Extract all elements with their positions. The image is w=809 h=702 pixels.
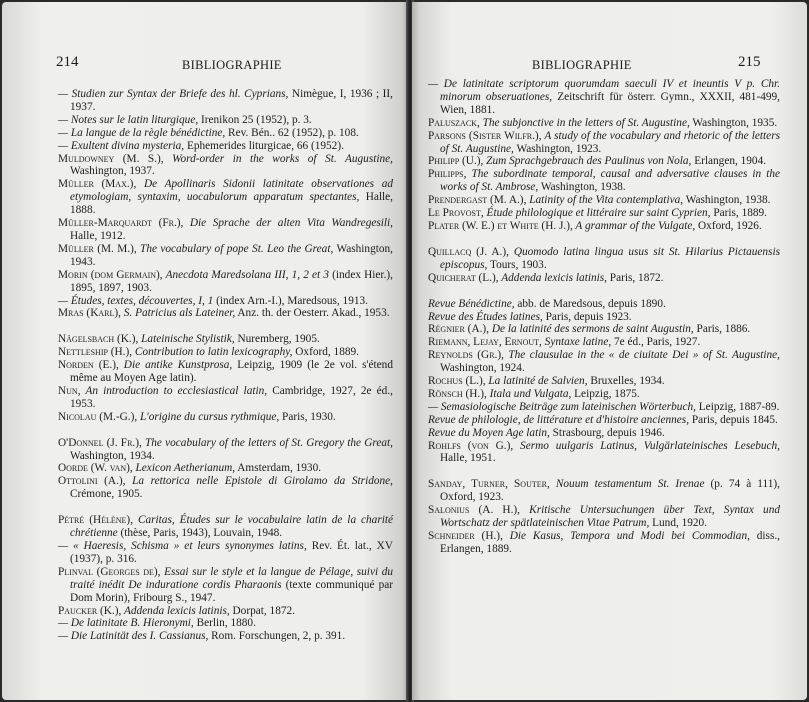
entry-title: Essai sur le style et la langue de Pélage, suivi du traité inédit De induratione cordis Pharaonis: [70, 565, 393, 591]
entry-author: Paluszack,: [428, 116, 480, 129]
bibliography-entry: [58, 307, 393, 320]
bibliography-entry: [58, 617, 393, 630]
bibliography-entry: [58, 127, 393, 140]
entry-publication: Cambridge, 1927, 2e éd., 1953.: [70, 384, 393, 410]
entry-publication: Washington, 1938.: [683, 194, 771, 207]
entry-author: Prendergast (M. A.),: [428, 194, 527, 207]
entry-title: — Semasiologische Beiträge zum lateinischen Wörterbuch,: [428, 400, 696, 413]
right-page: [412, 2, 807, 700]
entry-publication: Washington, 1938.: [538, 181, 626, 194]
entry-publication: (texte communiqué par Dom Morin), Fribourg S., 1947.: [70, 578, 393, 604]
bibliography-entry: [428, 349, 780, 375]
entry-title: Itala und Vulgata,: [486, 387, 572, 400]
bibliography-entry: [58, 114, 393, 127]
entry-author: Nun,: [58, 384, 81, 397]
entry-author: Rönsch (H.),: [428, 387, 487, 400]
entry-author: Quicherat (L.),: [428, 271, 499, 284]
bibliography-entry: [58, 411, 393, 424]
entry-author: Nägelsbach (K.),: [58, 333, 139, 346]
entry-title: The vocabulary of the letters of St. Gregory the Great,: [141, 436, 393, 449]
entry-title: — « Haeresis, Schisma » et leurs synonymes latins,: [58, 540, 307, 552]
entry-publication: Paris, 1872.: [606, 271, 664, 284]
entry-publication: Zeitschrift für österr. Gymn., XXXII, 481-499, Wien, 1881.: [440, 90, 780, 116]
bibliography-entry: [428, 388, 780, 401]
entry-publication: Rom. Forschungen, 2, p. 391.: [208, 630, 346, 643]
entry-author: Norden (E.),: [58, 359, 119, 372]
entry-title: Die antike Kunstprosa,: [118, 359, 233, 372]
entry-publication: Leipzig, 1887-89.: [695, 400, 780, 413]
entry-title: De Apollinaris Sidonii latinitate observationes ad etymologiam, syntaxim, uocabulorum apparatum spectantes,: [70, 178, 394, 204]
section-gap: [428, 285, 780, 298]
entry-author: Rohlfs (von G.),: [428, 439, 514, 452]
entry-title: Nouum testamentum St. Irenae: [549, 478, 705, 491]
bibliography-entry: [58, 243, 393, 269]
bibliography-entry: [428, 246, 780, 272]
entry-author: Philipp (U.),: [428, 155, 484, 168]
entry-author: Rochus (L.),: [428, 375, 486, 388]
bibliography-entry: [58, 88, 393, 114]
bibliography-entry: [428, 440, 780, 466]
bibliography-entry: [428, 130, 780, 156]
section-gap: [428, 465, 780, 478]
entry-publication: Irenikon 25 (1952), p. 3.: [198, 113, 312, 126]
entry-author: Quillacq (J. A.),: [428, 245, 509, 258]
entry-title: The clausulae in the « de ciuitate Dei » of St. Augustine,: [503, 349, 781, 362]
entry-publication: Oxford, 1926.: [695, 219, 762, 232]
entry-publication: Washington, 1923.: [513, 142, 602, 155]
bibliography-entry: [428, 530, 780, 556]
entry-author: Le Provost,: [428, 207, 484, 220]
entry-title: A study of the vocabulary and rhetoric of the letters of St. Augustine,: [440, 129, 780, 155]
entry-title: Contribution to latin lexicography,: [132, 346, 293, 359]
entry-publication: Paris, depuis 1923.: [542, 310, 632, 323]
bibliography-entry: [58, 269, 393, 295]
entry-publication: Paris, depuis 1845.: [689, 413, 778, 426]
entry-title: The vocabulary of pope St. Leo the Great,: [136, 242, 334, 255]
entry-title: — De latinitate B. Hieronymi,: [58, 617, 194, 630]
bibliography-entry: [58, 385, 393, 411]
entry-author: Mras (Karl),: [58, 307, 121, 320]
bibliography-entries: [428, 78, 780, 556]
entry-author: Pétré (Hélène),: [58, 514, 134, 527]
entry-author: Plinval (Georges de),: [58, 565, 161, 578]
entry-title: Revue Bénédictine,: [428, 297, 515, 310]
bibliography-entry: [428, 414, 780, 427]
bibliography-entry: [58, 462, 393, 475]
section-gap: [428, 233, 780, 246]
bibliography-entry: [58, 475, 393, 501]
section-gap: [58, 501, 393, 514]
entry-title: Word-order in the works of St. Augustine,: [163, 152, 393, 165]
bibliography-entry: [428, 323, 780, 336]
entry-publication: Washington, 1934.: [70, 449, 155, 462]
entry-title: Quomodo latina lingua usus sit St. Hilarius Pictauensis episcopus,: [440, 245, 780, 271]
entry-title: The subordinate temporal, causal and adversative clauses in the works of St. Ambrose,: [440, 168, 780, 194]
bibliography-entry: [58, 566, 393, 605]
section-gap: [58, 320, 393, 333]
bibliography-entry: [428, 336, 780, 349]
entry-author: Parsons (Sister Wilfr.),: [428, 129, 542, 142]
bibliography-entry: [428, 117, 780, 130]
entry-title: Revue des Études latines,: [428, 310, 543, 323]
entry-author: Müller-Marquardt (Fr.),: [58, 217, 184, 230]
entry-publication: Nuremberg, 1905.: [234, 333, 320, 346]
bibliography-entry: [58, 540, 393, 566]
bibliography-entry: [58, 333, 393, 346]
entry-author: Régnier (A.),: [428, 323, 490, 336]
entry-title: — Studien zur Syntax der Briefe des hl. Cyprians,: [58, 88, 289, 100]
bibliography-entry: [58, 630, 393, 643]
entry-publication: (thèse, Paris, 1943), Louvain, 1948.: [117, 527, 283, 540]
entry-title: Revue de philologie, de littérature et d'histoire anciennes,: [428, 413, 690, 426]
entry-title: — De latinitate scriptorum quorumdam saeculi IV et ineuntis V p. Chr. minorum obseruationes,: [428, 78, 780, 103]
entry-publication: Rev. Ét. lat., XV (1937), p. 316.: [70, 540, 393, 565]
entry-title: Die Sprache der alten Vita Wandregesili,: [183, 217, 393, 230]
entry-publication: (index Hier.), 1895, 1897, 1903.: [70, 268, 393, 294]
entry-title: An introduction to ecclesiastical latin,: [80, 384, 268, 397]
left-page: [2, 2, 408, 700]
bibliography-entry: [58, 437, 393, 463]
bibliography-entry: [428, 311, 780, 324]
entry-title: Syntaxe latine,: [541, 336, 612, 349]
entry-title: Addenda lexicis latinis,: [498, 271, 607, 284]
entry-publication: Halle, 1912.: [70, 229, 126, 242]
bibliography-entry: [428, 194, 780, 207]
section-gap: [58, 424, 393, 437]
entry-title: La rettorica nelle Epistole di Girolamo da Stridone,: [125, 475, 393, 488]
entry-publication: Ephemerides liturgicae, 66 (1952).: [184, 139, 344, 152]
entry-author: Reynolds (Gr.),: [428, 349, 504, 362]
entry-author: Muldowney (M. S.),: [58, 152, 164, 165]
entry-author: Riemann, Lejay, Ernout,: [428, 336, 542, 349]
entry-title: Anecdota Maredsolana III, 1, 2 et 3: [162, 268, 329, 281]
entry-title: Die Kasus, Tempora und Modi bei Commodian,: [502, 530, 750, 542]
entry-title: La latinité de Salvien,: [485, 375, 588, 388]
entry-author: Schneider (H.),: [428, 530, 503, 542]
entry-publication: Leipzig, 1909 (le 2e vol. s'étend même au Moyen Age latin).: [70, 359, 393, 385]
bibliography-entry: [58, 217, 393, 243]
bibliography-entry: [58, 295, 393, 308]
entry-publication: (index Arn.-I.), Maredsous, 1913.: [213, 294, 368, 307]
entry-publication: Lund, 1920.: [649, 517, 708, 530]
entry-publication: Washington, 1935.: [689, 116, 778, 129]
entry-publication: Leipzig, 1875.: [571, 387, 640, 400]
entry-publication: Washington, 1943.: [70, 242, 393, 268]
bibliography-entry: [58, 346, 393, 359]
entry-title: Latinity of the Vita contemplativa,: [526, 194, 684, 207]
entry-publication: Dorpat, 1872.: [229, 604, 295, 617]
bibliography-entry: [428, 401, 780, 414]
entry-publication: Paris, 1930.: [279, 410, 336, 423]
entry-title: — Exultent divina mysteria,: [58, 139, 185, 152]
entry-publication: Tours, 1903.: [487, 258, 547, 271]
bibliography-entry: [58, 140, 393, 153]
bibliography-entry: [428, 220, 780, 233]
entry-publication: 7e éd., Paris, 1927.: [611, 336, 701, 349]
entry-publication: Nimègue, I, 1936 ; II, 1937.: [70, 88, 393, 113]
entry-author: Müller (M. M.),: [58, 242, 137, 255]
entry-publication: abb. de Maredsous, depuis 1890.: [514, 297, 666, 310]
entry-publication: Crémone, 1905.: [70, 488, 143, 501]
bibliography-entry: [428, 504, 780, 530]
bibliography-entry: [58, 605, 393, 618]
bibliography-entry: [58, 514, 393, 540]
bibliography-entry: [428, 78, 780, 117]
entry-publication: Rev. Bén.. 62 (1952), p. 108.: [225, 126, 359, 139]
entry-publication: Berlin, 1880.: [193, 617, 256, 630]
entry-title: De la latinité des sermons de saint Augustin,: [489, 323, 694, 336]
entry-title: Étude philologique et littéraire sur saint Cyprien,: [483, 207, 711, 220]
entry-author: Müller (Max.),: [58, 178, 137, 191]
entry-author: Ottolini (A.),: [58, 475, 126, 488]
bibliography-entry: [58, 178, 393, 217]
entry-author: Nettleship (H.),: [58, 346, 133, 359]
entry-publication: Oxford, 1889.: [292, 346, 359, 359]
entry-publication: Paris, 1886.: [693, 323, 751, 336]
page-number: 215: [738, 54, 761, 70]
entry-title: S. Patricius als Lateiner,: [120, 307, 236, 320]
running-head: BIBLIOGRAPHIE: [182, 58, 282, 72]
entry-title: — La langue de la règle bénédictine,: [58, 126, 226, 139]
entry-author: Plater (W. E.) et White (H. J.),: [428, 219, 573, 232]
bibliography-entry: [428, 427, 780, 440]
entry-author: Paucker (K.),: [58, 604, 122, 617]
entry-publication: Paris, 1889.: [710, 207, 767, 220]
entry-title: L'origine du cursus rythmique,: [137, 410, 280, 423]
bibliography-entry: [428, 272, 780, 285]
entry-publication: diss., Erlangen, 1889.: [440, 530, 781, 555]
running-head: BIBLIOGRAPHIE: [532, 58, 632, 72]
bibliography-entry: [58, 359, 393, 385]
entry-title: Revue du Moyen Age latin,: [428, 426, 550, 439]
entry-title: Zum Sprachgebrauch des Paulinus von Nola,: [483, 155, 692, 168]
entry-publication: Anz. th. der Oesterr. Akad., 1953.: [235, 307, 390, 320]
entry-publication: Halle, 1951.: [440, 452, 496, 465]
entry-publication: Erlangen, 1904.: [691, 155, 767, 168]
bibliography-entry: [428, 207, 780, 220]
page-number: 214: [56, 54, 79, 70]
bibliography-entry: [428, 375, 780, 388]
bibliography-entry: [428, 155, 780, 168]
bibliography-entries: [58, 88, 393, 643]
bibliography-entry: [428, 168, 780, 194]
entry-publication: (p. 74 à 111), Oxford, 1923.: [440, 478, 780, 504]
bibliography-entry: [58, 153, 393, 179]
entry-title: Addenda lexicis latinis,: [121, 604, 230, 617]
entry-title: The subjonctive in the letters of St. Augustine,: [479, 116, 690, 129]
bibliography-entry: [428, 298, 780, 311]
entry-author: Oorde (W. van),: [58, 462, 133, 475]
entry-publication: Washington, 1937.: [70, 165, 155, 178]
entry-title: Lateinische Stylistik,: [138, 333, 235, 346]
entry-publication: Halle, 1888.: [70, 191, 393, 217]
entry-title: A grammar of the Vulgate,: [572, 219, 696, 232]
entry-author: Philipps,: [428, 168, 467, 181]
entry-title: — Notes sur le latin liturgique,: [58, 113, 199, 126]
entry-title: Lexicon Aetherianum,: [132, 462, 236, 475]
entry-title: — Études, textes, découvertes, I, 1: [58, 294, 214, 307]
entry-publication: Strasbourg, depuis 1946.: [549, 426, 665, 439]
entry-author: Sanday, Turner, Souter,: [428, 478, 550, 491]
entry-author: Salonius (A. H.),: [428, 504, 521, 517]
entry-publication: Bruxelles, 1934.: [587, 375, 665, 388]
entry-title: Sermo uulgaris Latinus, Vulgärlateinisches Lesebuch,: [513, 439, 781, 452]
entry-author: Morin (dom Germain),: [58, 268, 163, 281]
entry-author: O'Donnel (J. Fr.),: [58, 436, 142, 449]
entry-author: Nicolau (M.-G.),: [58, 410, 138, 423]
entry-title: Caritas, Études sur le vocabulaire latin de la charité chrétienne: [70, 514, 394, 540]
entry-publication: Washington, 1924.: [440, 362, 525, 375]
entry-title: Kritische Untersuchungen über Text, Syntax und Wortschatz der spätlateinischen Vitae Patrum,: [440, 504, 780, 530]
entry-publication: Amsterdam, 1930.: [235, 462, 322, 475]
entry-title: — Die Latinität des I. Cassianus,: [58, 630, 209, 643]
bibliography-entry: [428, 478, 780, 504]
